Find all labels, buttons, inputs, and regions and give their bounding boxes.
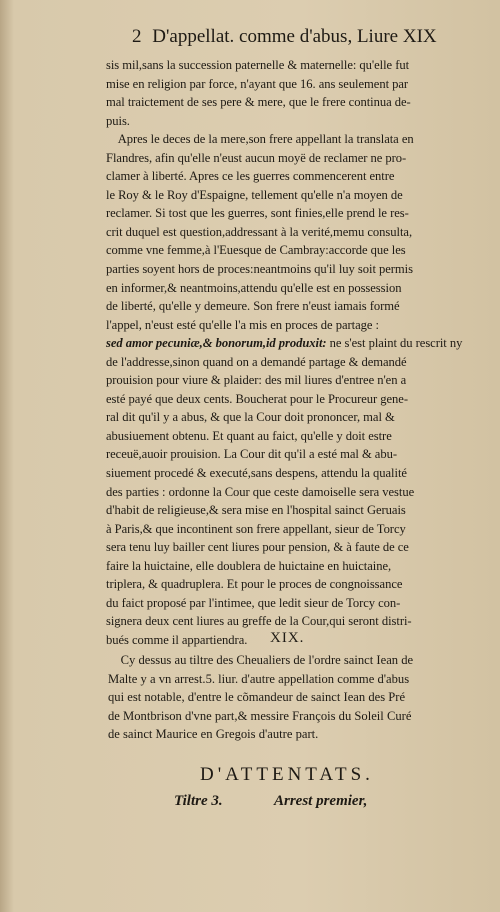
text-line: du faict proposé par l'intimee, que ledit sieur de Torcy con- xyxy=(106,595,401,610)
text-line: prouision pour viure & plaider: des mil liures d'entree n'en a xyxy=(106,373,407,388)
text-line-italic xyxy=(106,334,486,353)
text-line: reclamer. Si tost que les guerres, sont finies,elle prend le res- xyxy=(106,206,409,221)
text-line: parties soyent hors de proces:neantmoins qu'il luy soit permis xyxy=(106,262,413,277)
text-line: abusiuement obtenu. Et quant au faict, qu'elle y doit estre xyxy=(106,428,392,443)
chapter-title: D'ATTENTATS. xyxy=(200,764,374,785)
text-line: mal traictement de ses pere & mere, que le frere continua de- xyxy=(106,95,411,110)
section-number: XIX. xyxy=(270,630,305,646)
italic-tail: ne s'est plaint du rescrit ny xyxy=(326,336,463,351)
text-line: siuement procedé & executé,sans despens, attendu la qualité xyxy=(106,466,407,481)
text-line: l'appel, n'eust esté qu'elle l'a mis en proces de partage : xyxy=(106,317,379,332)
body-text xyxy=(106,56,486,650)
title-label: Tiltre 3. xyxy=(174,793,223,809)
text-line: d'habit de religieuse,& sera mise en l'hospital sainct Geruais xyxy=(106,503,406,518)
text-line: signera deux cent liures au greffe de la Cour,qui seront distri- xyxy=(106,614,412,629)
text-line: clamer à liberté. Apres ce les guerres commencerent entre xyxy=(106,169,395,184)
running-header xyxy=(132,26,492,48)
text-line: crit duquel est question,addressant à la verité,memu consulta, xyxy=(106,224,413,239)
text-line: Apres le deces de la mere,son frere appellant la translata en xyxy=(106,132,414,147)
text-line: de Montbrison d'vne part,& messire François du Soleil Curé xyxy=(108,708,412,723)
text-line: triplera, & quadruplera. Et pour le proces de congnoissance xyxy=(106,577,403,592)
text-line: puis. xyxy=(106,113,130,128)
text-line: comme vne femme,à l'Euesque de Cambray:accorde que les xyxy=(106,243,406,258)
text-line: faire la huictaine, elle doublera de huictaine en huictaine, xyxy=(106,558,392,573)
text-line: sera tenu luy bailler cent liures pour pension, & à faute de ce xyxy=(106,540,409,555)
text-line: mise en religion par force, n'ayant que 16. ans seulement par xyxy=(106,76,409,91)
text-line: à Paris,& que incontinent son frere appellant, sieur de Torcy xyxy=(106,521,406,536)
text-line: qui est notable, d'entre le cõmandeur de sainct Iean des Pré xyxy=(108,690,406,705)
text-line: ral dit qu'il y a abus, & que la Cour doit prononcer, mal & xyxy=(106,410,395,425)
text-line: le Roy & le Roy d'Espaigne, tellement qu'elle n'a moyen de xyxy=(106,187,403,202)
arrest-label: Arrest premier, xyxy=(274,793,368,809)
page-number: 2 xyxy=(132,26,142,47)
text-line: Malte y a vn arrest.5. liur. d'autre appellation comme d'abus xyxy=(108,671,410,686)
text-line: en informer,& neantmoins,attendu qu'elle est en possession xyxy=(106,280,402,295)
text-line: Flandres, afin qu'elle n'eust aucun moyë de reclamer ne pro- xyxy=(106,150,407,165)
text-line: esté payé que deux cents. Boucherat pour le Procureur gene- xyxy=(106,391,408,406)
text-line: de liberté, qu'elle y demeure. Son frere n'eust iamais formé xyxy=(106,299,400,314)
text-line: sis mil,sans la succession paternelle & maternelle: qu'elle fut xyxy=(106,58,410,72)
text-line: de l'addresse,sinon quand on a demandé partage & demandé xyxy=(106,354,407,369)
italic-latin-phrase: sed amor pecuniæ,& bonorum,id produxit: xyxy=(106,336,327,351)
section-text xyxy=(108,651,488,744)
text-line: receuë,auoir prouision. La Cour dit qu'il a esté mal & abu- xyxy=(106,447,397,462)
text-line: Cy dessus au tiltre des Cheualiers de l'ordre sainct Iean de xyxy=(108,653,414,667)
text-line: des parties : ordonne la Cour que ceste damoiselle sera vestue xyxy=(106,484,415,499)
running-title: D'appellat. comme d'abus, Liure XIX xyxy=(152,26,437,47)
text-line: bués comme il appartiendra. xyxy=(106,632,248,647)
text-line: de sainct Maurice en Gregois d'autre part. xyxy=(108,727,319,742)
